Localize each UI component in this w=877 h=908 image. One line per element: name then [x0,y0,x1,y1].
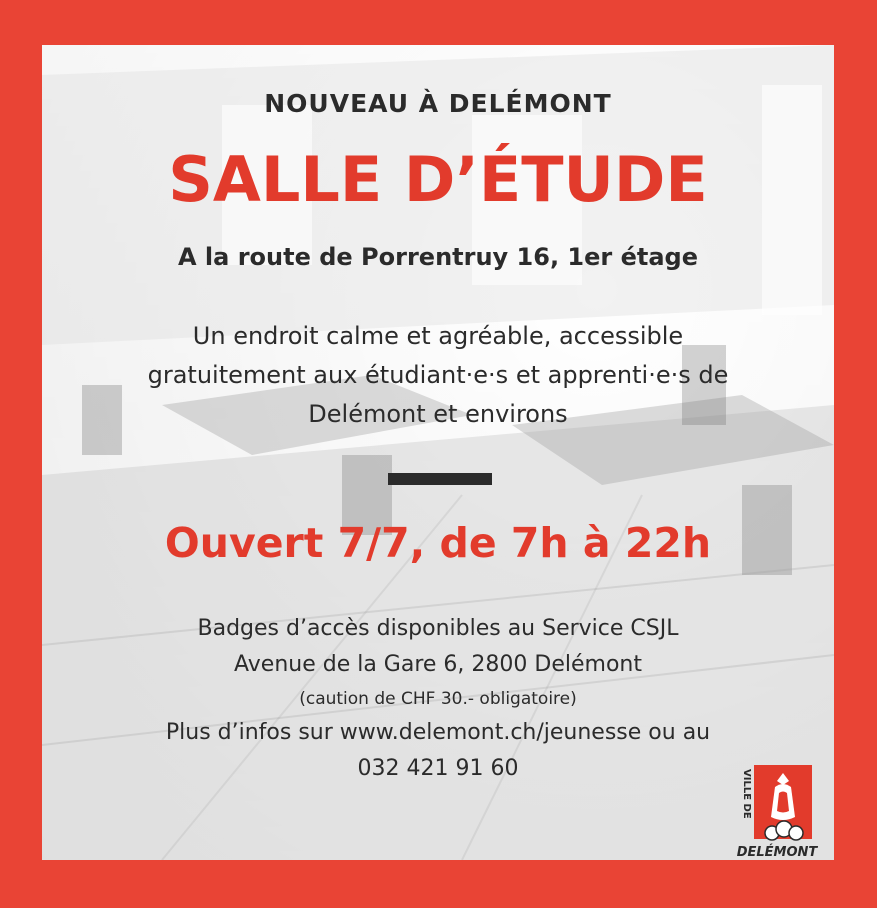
address-line: A la route de Porrentruy 16, 1er étage [178,243,698,271]
description [42,317,834,434]
deposit-note: (caution de CHF 30.- obligatoire) [299,689,577,709]
delemont-crest-icon [734,763,820,859]
poster [42,45,834,860]
description-line: Delémont et environs [308,400,568,428]
kicker-heading: NOUVEAU À DELÉMONT [264,89,612,118]
divider [388,473,492,485]
info-line: Avenue de la Gare 6, 2800 Delémont [234,652,642,677]
page-title: SALLE D’ÉTUDE [168,143,708,216]
opening-hours: Ouvert 7/7, de 7h à 22h [164,519,712,567]
description-line: gratuitement aux étudiant·e·s et apprenti·e·s de [147,361,729,389]
ville-de-delemont-logo [734,763,820,859]
logo-top-text: VILLE DE [741,769,752,819]
logo-bottom-text: DELÉMONT [736,845,818,859]
phone-number: 032 421 91 60 [357,756,519,781]
info-line: Plus d’infos sur www.delemont.ch/jeunesse ou au [165,720,711,745]
description-line: Un endroit calme et agréable, accessible [192,322,684,350]
info-line: Badges d’accès disponibles au Service CSJL [197,616,679,641]
access-info [42,611,834,787]
